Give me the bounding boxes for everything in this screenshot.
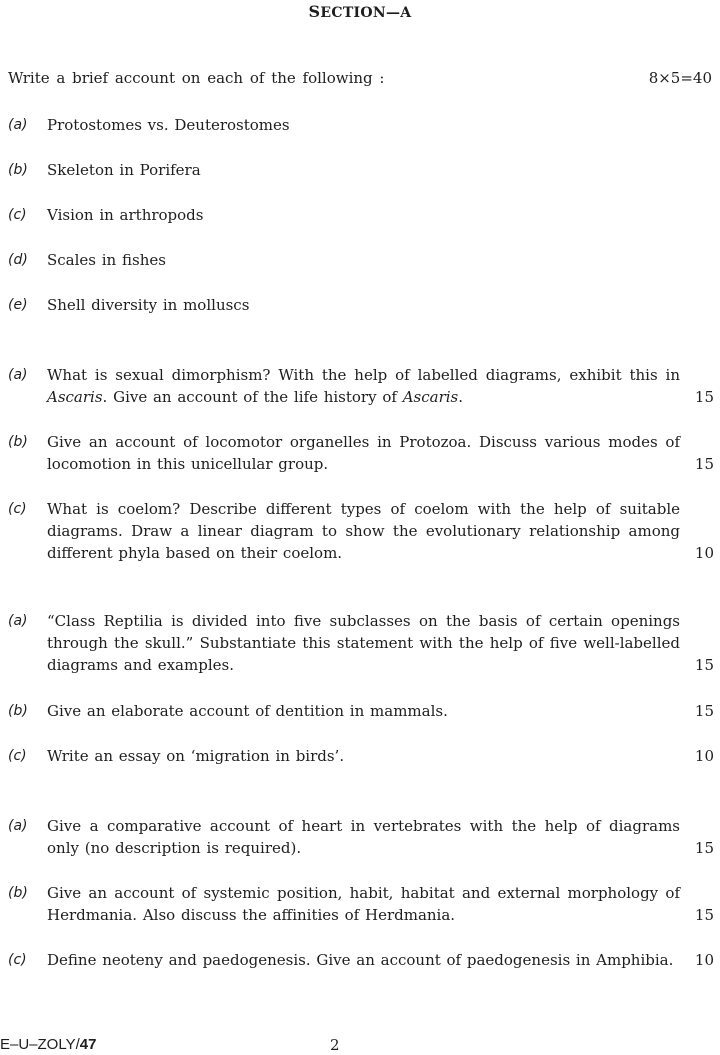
item-text: Skeleton in Porifera: [47, 161, 201, 179]
item-text: “Class Reptilia is divided into five subclasses on the basis of certain openings through the skull.” Substantiate this statement with the help of five well-labelled diagrams and examples.: [47, 612, 680, 674]
q4-item-c: [8, 949, 714, 971]
item-marks: 15: [694, 702, 714, 720]
item-text: Vision in arthropods: [47, 206, 204, 224]
q4-item-a: [8, 815, 714, 859]
footer-page-number: 2: [330, 1036, 340, 1054]
item-marks: 10: [694, 951, 714, 969]
q3-item-b: [8, 700, 714, 722]
q1-instruction-row: [8, 69, 712, 87]
q1-item-e: [8, 294, 714, 316]
q1-item-a: [8, 114, 714, 136]
section-title-initial: S: [308, 2, 321, 21]
item-label: (a): [8, 818, 28, 834]
item-label: (b): [8, 885, 28, 901]
item-text: Define neoteny and paedogenesis. Give an account of paedogenesis in Amphibia.: [47, 951, 674, 969]
item-text: Give an account of systemic position, habit, habitat and external morphology of Herdmania. Also discuss the affinities of Herdmania.: [47, 884, 680, 924]
item-marks: 15: [694, 388, 714, 406]
item-text-part: . Give an account of the life history of: [102, 388, 403, 406]
item-marks: 15: [694, 656, 714, 674]
item-text: Write an essay on ‘migration in birds’.: [47, 747, 345, 765]
section-title-rest: ECTION—A: [320, 5, 412, 21]
item-marks: 10: [694, 544, 714, 562]
item-text-italic: Ascaris: [47, 388, 103, 406]
item-label: (a): [8, 367, 28, 383]
q1-instruction: Write a brief account on each of the following :: [8, 69, 385, 87]
item-text: Scales in fishes: [47, 251, 166, 269]
item-label: (c): [8, 952, 27, 968]
item-label: (c): [8, 207, 27, 223]
item-text: Give an elaborate account of dentition in mammals.: [47, 702, 448, 720]
item-label: (d): [8, 252, 28, 268]
item-text: Give an account of locomotor organelles in Protozoa. Discuss various modes of locomotion in this unicellular group.: [47, 433, 680, 473]
item-label: (b): [8, 162, 28, 178]
item-text: Give a comparative account of heart in vertebrates with the help of diagrams only (no description is required).: [47, 817, 680, 857]
q1-item-b: [8, 159, 714, 181]
item-text: Protostomes vs. Deuterostomes: [47, 116, 290, 134]
item-marks: 15: [694, 906, 714, 924]
item-text-part: .: [458, 388, 464, 406]
footer-paper-code: [0, 1036, 96, 1053]
q2-item-c: [8, 498, 714, 564]
q4-item-b: [8, 882, 714, 926]
item-text-italic: Ascaris: [402, 388, 459, 406]
footer-code-prefix: E–U–ZOLY/: [0, 1036, 80, 1053]
item-label: (a): [8, 613, 28, 629]
item-text: What is coelom? Describe different types of coelom with the help of suitable diagrams. Draw a linear diagram to show the evolutionary relationship among different phyla based on their coelom.: [47, 500, 680, 562]
q3-item-a: [8, 610, 714, 676]
item-marks: 15: [694, 839, 714, 857]
item-label: (b): [8, 434, 28, 450]
q2-item-b: [8, 431, 714, 475]
item-marks: 15: [694, 455, 714, 473]
footer-code-number: 47: [79, 1036, 97, 1053]
item-label: (c): [8, 501, 27, 517]
q3-item-c: [8, 745, 714, 767]
item-label: (e): [8, 297, 28, 313]
item-text: Shell diversity in molluscs: [47, 296, 250, 314]
q2-item-a: [8, 364, 714, 408]
item-label: (b): [8, 703, 28, 719]
item-marks: 10: [694, 747, 714, 765]
item-text-part: What is sexual dimorphism? With the help of labelled diagrams, exhibit this in: [47, 366, 680, 384]
item-text: [47, 364, 714, 408]
q1-marks: 8×5=40: [648, 69, 712, 87]
section-title: [0, 2, 720, 21]
item-label: (c): [8, 748, 27, 764]
q1-item-c: [8, 204, 714, 226]
item-label: (a): [8, 117, 28, 133]
q1-item-d: [8, 249, 714, 271]
